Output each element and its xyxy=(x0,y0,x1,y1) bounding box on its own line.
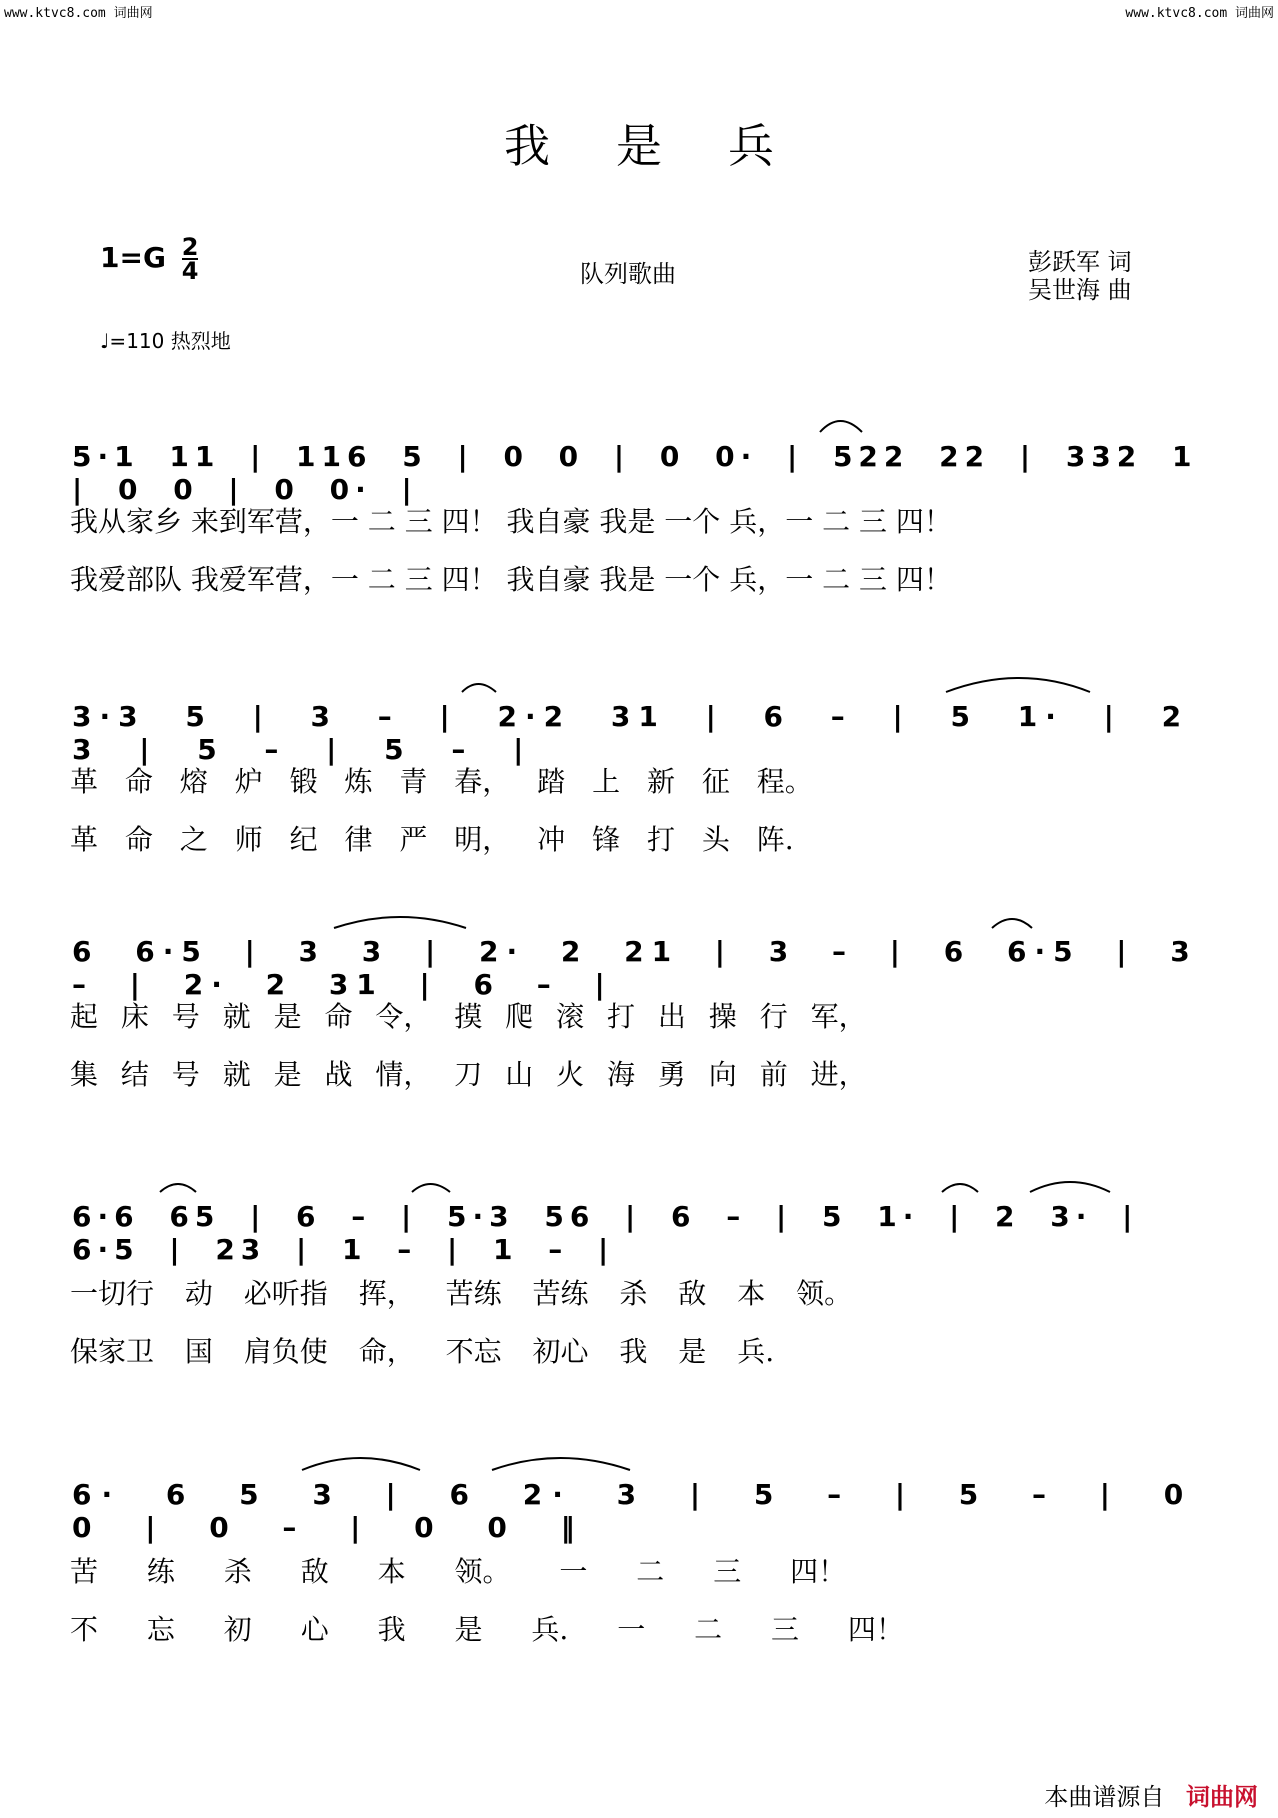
genre-label: 队列歌曲 xyxy=(580,260,676,288)
lyric-text: 集 结 号 就 是 战 情， 刀 山 火 海 勇 向 前 进， xyxy=(70,1058,867,1091)
system-4 xyxy=(72,1200,1202,1388)
lyric-text: 起 床 号 就 是 命 令， 摸 爬 滚 打 出 操 行 军， xyxy=(70,1000,867,1033)
system-1 xyxy=(72,440,1202,616)
lyric-verse-2 xyxy=(72,1330,1202,1388)
notation-line xyxy=(72,1200,1202,1266)
slur-mark xyxy=(492,1458,630,1470)
lyric-verse-2 xyxy=(72,558,1202,616)
song-title: 我是兵 xyxy=(504,119,840,173)
lyricist-credit: 彭跃军 词 xyxy=(1028,248,1132,276)
slur-mark xyxy=(992,919,1032,928)
lyric-text: 保家卫 国 肩负使 命， 不忘 初心 我 是 兵. xyxy=(70,1335,775,1368)
lyric-verse-2 xyxy=(72,1608,1202,1666)
lyric-verse-1 xyxy=(72,1550,1202,1608)
lyric-verse-2 xyxy=(72,1053,1202,1111)
slur-mark xyxy=(946,678,1090,692)
system-5 xyxy=(72,1478,1202,1666)
slur-mark xyxy=(462,684,496,692)
notation-line xyxy=(72,1478,1202,1544)
footer-source-text: 本曲谱源自 xyxy=(1044,1783,1165,1811)
notation-line xyxy=(72,935,1202,1001)
slur-mark xyxy=(820,421,862,432)
lyric-text: 不 忘 初 心 我 是 兵. 一 二 三 四！ xyxy=(70,1613,904,1646)
lyric-text: 我从家乡 来到军营，一 二 三 四！ 我自豪 我是 一个 兵，一 二 三 四！ xyxy=(70,505,952,538)
notation-text: 5·1 11 | 116 5 | 0 0 | 0 0· | 522 22 | 332 1 | 0 0 | 0 0· | xyxy=(72,440,1198,506)
composer-credit: 吴世海 曲 xyxy=(1028,276,1132,304)
lyric-text: 我爱部队 我爱军营，一 二 三 四！ 我自豪 我是 一个 兵，一 二 三 四！ xyxy=(70,563,952,596)
time-signature xyxy=(181,233,199,285)
notation-text: 3·3 5 | 3 – | 2·2 31 | 6 – | 5 1· | 2 3 | 5 – | 5 – | xyxy=(72,700,1190,766)
tempo-marking: ♩=110 热烈地 xyxy=(100,329,231,353)
slur-mark xyxy=(160,1184,196,1192)
footer-brand-logo[interactable]: 词曲网 xyxy=(1186,1783,1258,1811)
notation-text: 6·6 65 | 6 – | 5·3 56 | 6 – | 5 1· | 2 3· | 6·5 | 23 | 1 – | 1 – | xyxy=(72,1200,1139,1266)
lyric-verse-1 xyxy=(72,1272,1202,1330)
lyric-text: 一切行 动 必听指 挥， 苦练 苦练 杀 敌 本 领。 xyxy=(70,1277,853,1310)
header-right-watermark: www.ktvc8.com 词曲网 xyxy=(1125,6,1274,21)
slur-mark xyxy=(412,1184,450,1192)
slur-mark xyxy=(1030,1182,1110,1192)
lyric-verse-1 xyxy=(72,760,1202,818)
slur-mark xyxy=(302,1458,420,1470)
lyric-text: 苦 练 杀 敌 本 领。 一 二 三 四！ xyxy=(70,1555,847,1588)
key-signature xyxy=(100,233,199,285)
system-3 xyxy=(72,935,1202,1111)
system-2 xyxy=(72,700,1202,876)
lyric-verse-1 xyxy=(72,500,1202,558)
time-signature-top: 2 xyxy=(181,233,199,261)
lyric-text: 革 命 熔 炉 锻 炼 青 春， 踏 上 新 征 程。 xyxy=(70,765,813,798)
slur-mark xyxy=(942,1184,978,1192)
notation-line xyxy=(72,440,1202,506)
footer-source xyxy=(1044,1777,1258,1812)
slur-mark xyxy=(334,917,466,928)
notation-line xyxy=(72,700,1202,766)
time-signature-bottom: 4 xyxy=(181,257,199,285)
notation-text: 6 6·5 | 3 3 | 2· 2 21 | 3 – | 6 6·5 | 3 – | 2· 2 31 | 6 – | xyxy=(72,935,1198,1001)
notation-text: 6· 6 5 3 | 6 2· 3 | 5 – | 5 – | 0 0 | 0 – | 0 0 ‖ xyxy=(72,1478,1194,1544)
lyric-verse-1 xyxy=(72,995,1202,1053)
header-left-watermark: www.ktvc8.com 词曲网 xyxy=(4,6,153,21)
lyric-verse-2 xyxy=(72,818,1202,876)
lyric-text: 革 命 之 师 纪 律 严 明， 冲 锋 打 头 阵. xyxy=(70,823,794,856)
key-label: 1=G xyxy=(100,241,166,274)
